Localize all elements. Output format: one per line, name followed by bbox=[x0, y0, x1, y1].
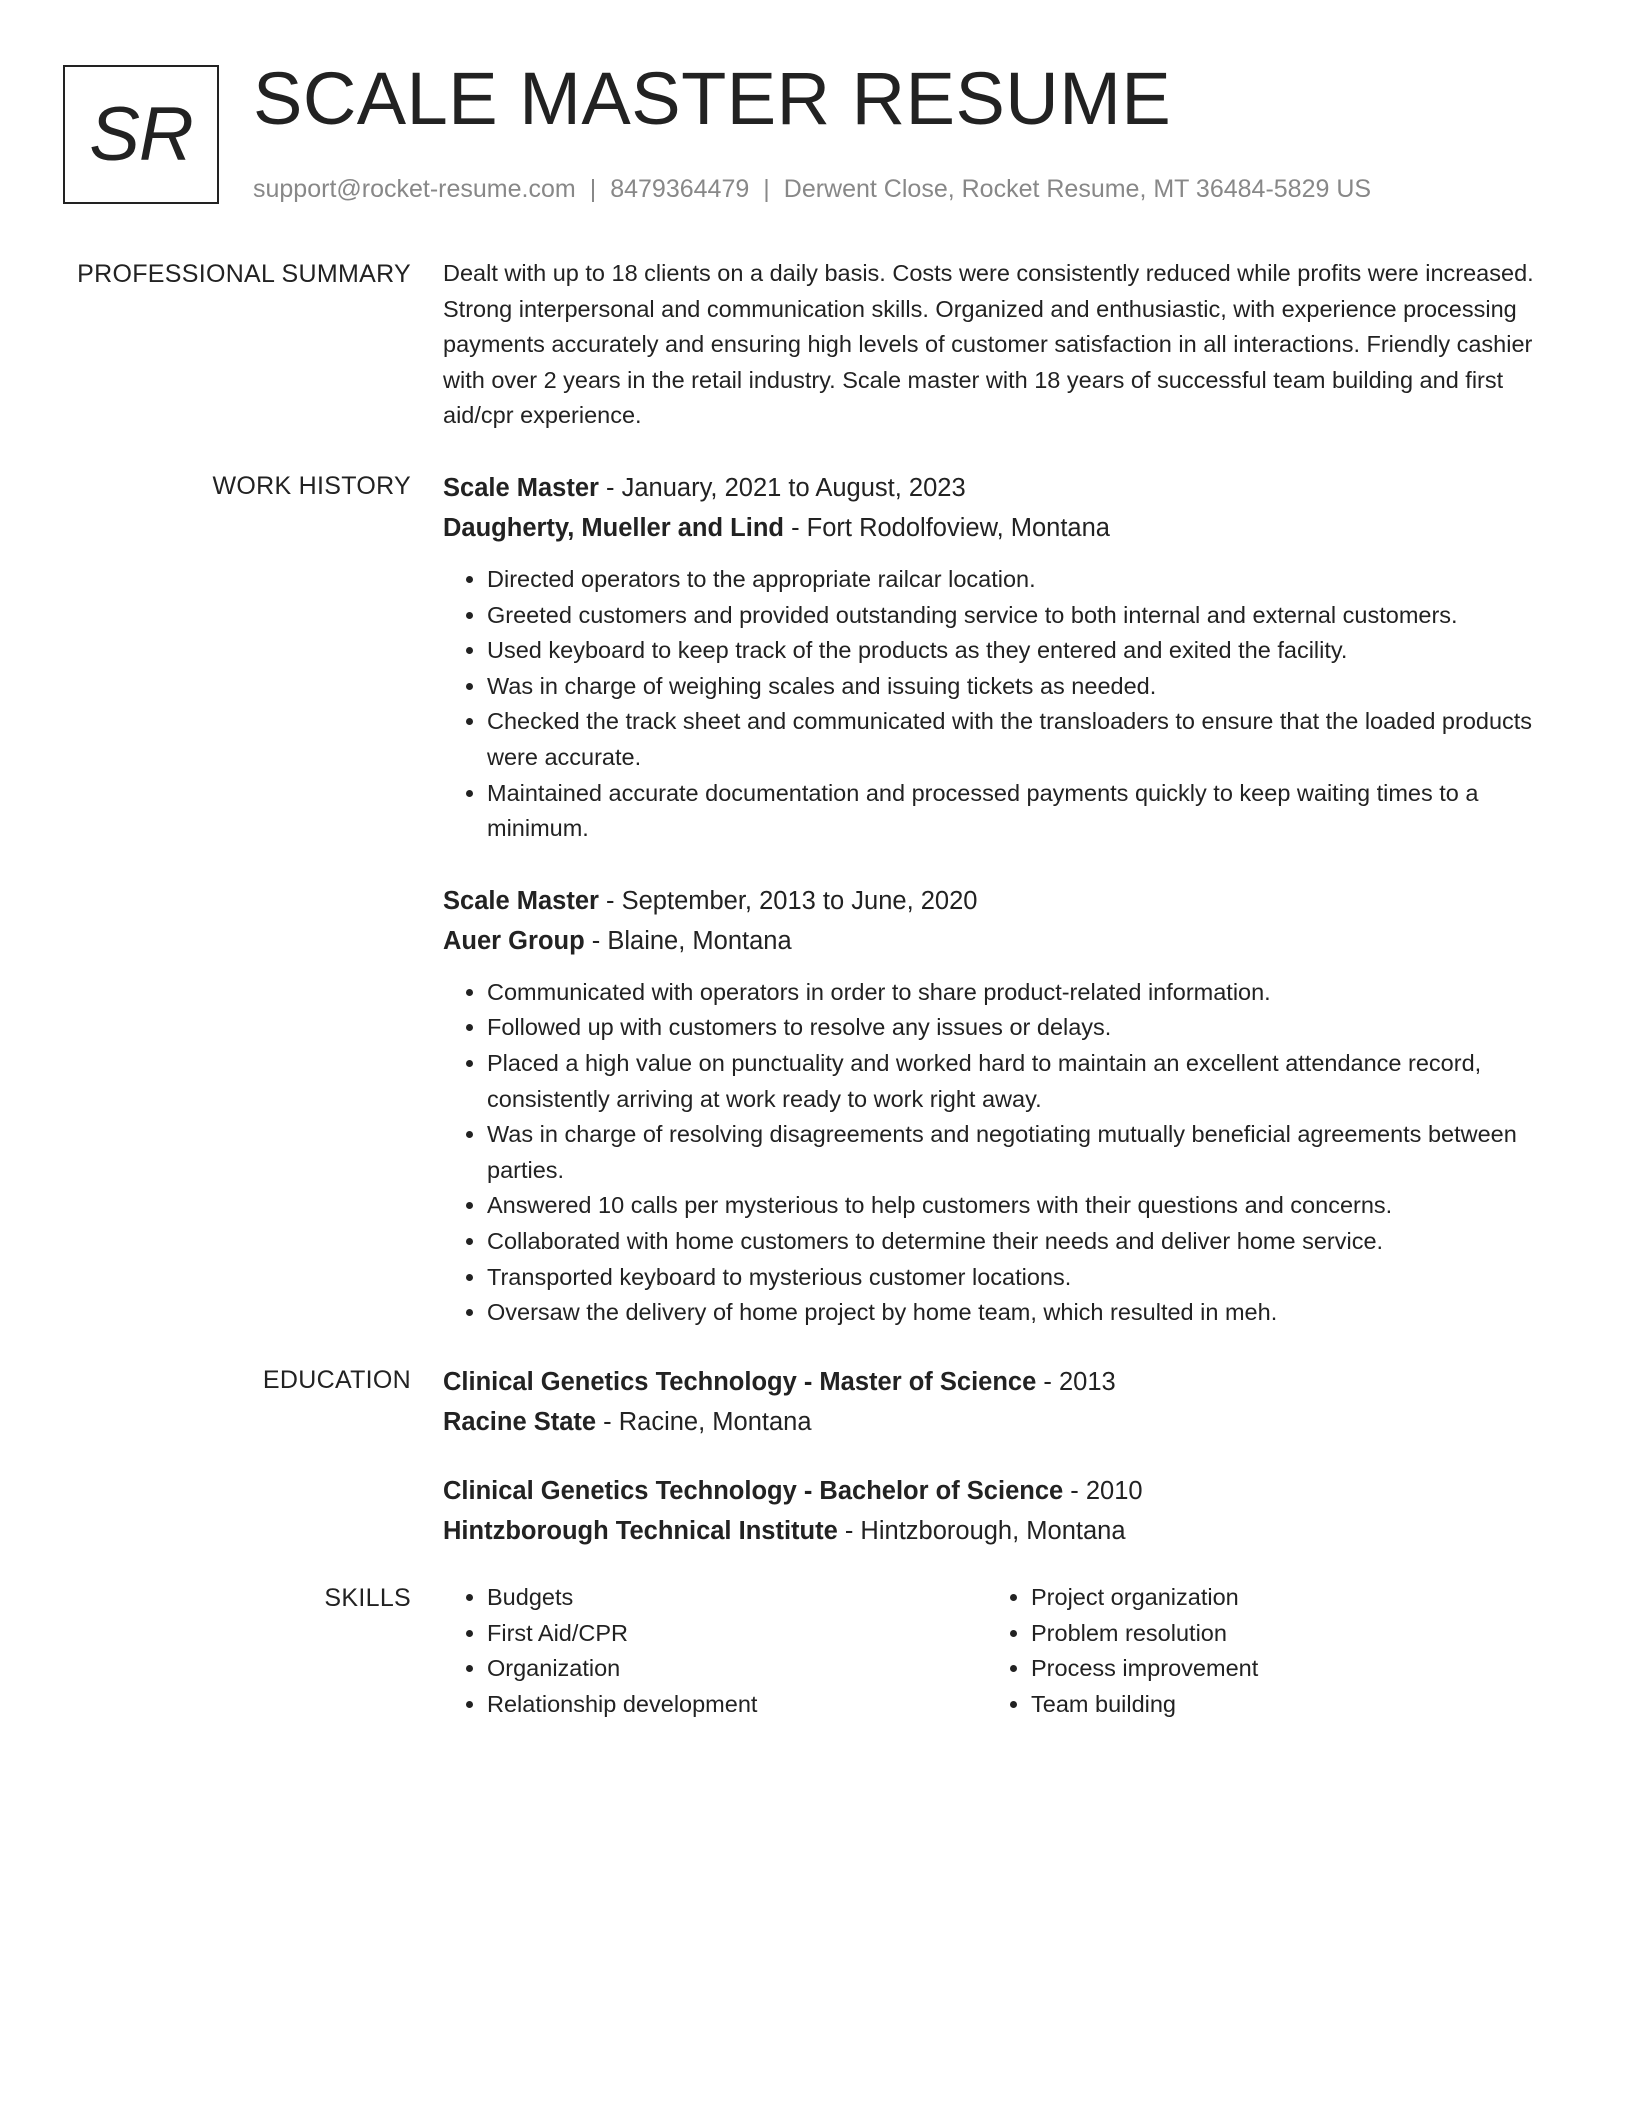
summary-body bbox=[443, 256, 1543, 434]
skill-item: • First Aid/CPR bbox=[487, 1616, 987, 1652]
contact-separator: | bbox=[763, 175, 770, 203]
contact-email[interactable]: support@rocket-resume.com bbox=[253, 175, 576, 203]
education-entry bbox=[443, 1362, 1543, 1442]
degree-line bbox=[443, 1362, 1543, 1402]
list-item: • Checked the track sheet and communicated with the transloaders to ensure that the loaded products were accurate. bbox=[487, 704, 1543, 775]
skills-columns bbox=[443, 1580, 1543, 1722]
job-dates: - September, 2013 to June, 2020 bbox=[606, 886, 978, 915]
job-company-line bbox=[443, 508, 1543, 548]
job-location: - Blaine, Montana bbox=[591, 926, 792, 955]
skills-body bbox=[443, 1580, 1543, 1722]
job-company: Auer Group bbox=[443, 926, 585, 955]
job-bullet-list bbox=[443, 975, 1543, 1331]
summary-text: Dealt with up to 18 clients on a daily basis. Costs were consistently reduced while profits were increased. Strong interpersonal and communication skills. Organized and enthusiastic, with experience processing payments accurately and ensuring high levels of customer satisfaction in all interactions. Friendly cashier with over 2 years in the retail industry. Scale master with 18 years of successful team building and first aid/cpr experience. bbox=[443, 260, 1534, 429]
degree-name: Clinical Genetics Technology - Bachelor of Science bbox=[443, 1477, 1064, 1505]
degree-year: - 2010 bbox=[1070, 1477, 1143, 1505]
skills-list-right bbox=[987, 1580, 1531, 1722]
education-heading: EDUCATION bbox=[262, 1366, 411, 1394]
skill-item: • Relationship development bbox=[487, 1687, 987, 1723]
list-item: • Used keyboard to keep track of the products as they entered and exited the facility. bbox=[487, 633, 1543, 669]
skill-item: • Project organization bbox=[1031, 1580, 1531, 1616]
contact-address: Derwent Close, Rocket Resume, MT 36484-5829 US bbox=[783, 175, 1372, 203]
job-company-line bbox=[443, 921, 1543, 961]
skills-heading: SKILLS bbox=[324, 1584, 411, 1612]
resume-title: SCALE MASTER RESUME bbox=[253, 57, 1172, 140]
list-item: • Greeted customers and provided outstanding service to both internal and external customers. bbox=[487, 598, 1543, 634]
skill-item: • Budgets bbox=[487, 1580, 987, 1616]
skill-item: • Process improvement bbox=[1031, 1651, 1531, 1687]
list-item: • Answered 10 calls per mysterious to help customers with their questions and concerns. bbox=[487, 1188, 1543, 1224]
list-item: • Oversaw the delivery of home project by home team, which resulted in meh. bbox=[487, 1295, 1543, 1331]
school-location: - Hintzborough, Montana bbox=[844, 1517, 1126, 1545]
degree-year: - 2013 bbox=[1043, 1368, 1116, 1396]
job-entry bbox=[443, 881, 1543, 1331]
monogram-initials: SR bbox=[89, 92, 193, 177]
list-item: • Directed operators to the appropriate railcar location. bbox=[487, 562, 1543, 598]
degree-name: Clinical Genetics Technology - Master of Science bbox=[443, 1368, 1037, 1396]
education-entry bbox=[443, 1471, 1543, 1551]
school-location: - Racine, Montana bbox=[603, 1408, 812, 1436]
skill-item: • Organization bbox=[487, 1651, 987, 1687]
degree-line bbox=[443, 1471, 1543, 1511]
education-body bbox=[443, 1362, 1543, 1551]
job-company: Daugherty, Mueller and Lind bbox=[443, 514, 784, 542]
list-item: • Maintained accurate documentation and processed payments quickly to keep waiting times to a minimum. bbox=[487, 776, 1543, 847]
contact-phone[interactable]: 8479364479 bbox=[610, 175, 750, 203]
job-dates: - January, 2021 to August, 2023 bbox=[606, 474, 966, 502]
school-name: Hintzborough Technical Institute bbox=[443, 1517, 838, 1545]
contact-line bbox=[253, 174, 1371, 204]
school-name: Racine State bbox=[443, 1408, 597, 1436]
list-item: • Communicated with operators in order to share product-related information. bbox=[487, 975, 1543, 1011]
job-title-line bbox=[443, 468, 1543, 508]
skill-item: • Team building bbox=[1031, 1687, 1531, 1723]
work-history-body bbox=[443, 468, 1543, 1331]
job-title: Scale Master bbox=[443, 474, 599, 502]
list-item: • Followed up with customers to resolve any issues or delays. bbox=[487, 1010, 1543, 1046]
monogram-box bbox=[63, 65, 219, 204]
skill-item: • Problem resolution bbox=[1031, 1616, 1531, 1652]
work-history-heading: WORK HISTORY bbox=[212, 472, 411, 500]
summary-heading: PROFESSIONAL SUMMARY bbox=[77, 260, 411, 288]
list-item: • Was in charge of resolving disagreements and negotiating mutually beneficial agreements between parties. bbox=[487, 1117, 1543, 1188]
school-line bbox=[443, 1402, 1543, 1442]
job-bullet-list bbox=[443, 562, 1543, 847]
skills-list-left bbox=[443, 1580, 987, 1722]
list-item: • Collaborated with home customers to determine their needs and deliver home service. bbox=[487, 1224, 1543, 1260]
list-item: • Placed a high value on punctuality and worked hard to maintain an excellent attendance record, consistently arriving at work ready to work right away. bbox=[487, 1046, 1543, 1117]
job-title-line bbox=[443, 881, 1543, 921]
list-item: • Was in charge of weighing scales and issuing tickets as needed. bbox=[487, 669, 1543, 705]
job-location: - Fort Rodolfoview, Montana bbox=[791, 514, 1110, 542]
job-entry bbox=[443, 468, 1543, 847]
contact-separator: | bbox=[589, 175, 597, 203]
job-title: Scale Master bbox=[443, 886, 599, 915]
school-line bbox=[443, 1511, 1543, 1551]
list-item: • Transported keyboard to mysterious customer locations. bbox=[487, 1260, 1543, 1296]
